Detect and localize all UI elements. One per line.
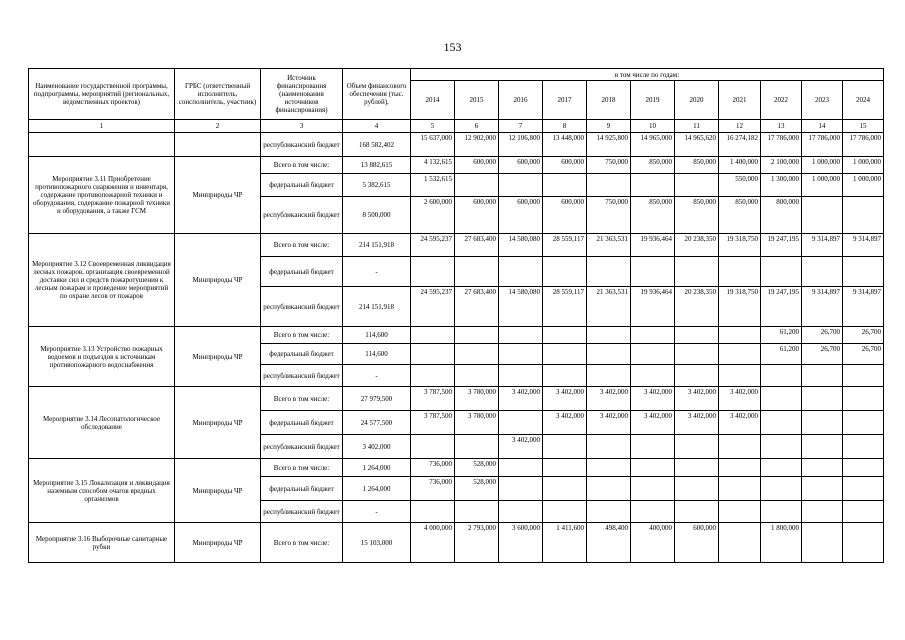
- year-value: [543, 365, 587, 387]
- year-value: 17 786,000: [761, 133, 802, 157]
- year-value: [843, 435, 884, 459]
- year-value: 27 683,400: [455, 287, 499, 327]
- year-value: [843, 459, 884, 477]
- volume-cell: 114,600: [343, 344, 411, 365]
- year-value: [587, 174, 631, 197]
- year-value: [802, 459, 843, 477]
- year-value: [802, 411, 843, 435]
- year-value: 26,700: [802, 344, 843, 365]
- volume-cell: 1 264,000: [343, 459, 411, 477]
- year-value: 750,000: [587, 197, 631, 234]
- year-value: 850,000: [675, 157, 719, 174]
- year-value: [499, 174, 543, 197]
- header-volume: Объем финансового обеспечения (тыс. рублей),: [343, 69, 411, 120]
- column-number: 14: [802, 120, 843, 133]
- measure-title: Мероприятие 3.16 Выборочные санитарные рубки: [29, 523, 175, 563]
- column-number: 12: [719, 120, 761, 133]
- year-value: 14 965,000: [631, 133, 675, 157]
- year-value: 498,400: [587, 523, 631, 563]
- year-value: 750,000: [587, 157, 631, 174]
- year-value: [587, 459, 631, 477]
- column-number: 7: [499, 120, 543, 133]
- year-value: 3 402,000: [587, 387, 631, 411]
- year-value: 3 402,000: [543, 411, 587, 435]
- year-value: [411, 344, 455, 365]
- year-value: 61,200: [761, 344, 802, 365]
- year-value: [675, 365, 719, 387]
- year-value: 4 000,000: [411, 523, 455, 563]
- year-value: [543, 435, 587, 459]
- volume-cell: 8 500,000: [343, 197, 411, 234]
- source-cell: федеральный бюджет: [261, 477, 343, 501]
- year-value: 3 402,000: [675, 387, 719, 411]
- year-value: 19 318,750: [719, 234, 761, 257]
- year-value: 21 363,531: [587, 234, 631, 257]
- year-value: 3 787,500: [411, 387, 455, 411]
- year-value: [719, 501, 761, 523]
- year-value: 19 247,195: [761, 234, 802, 257]
- source-cell: Всего в том числе:: [261, 157, 343, 174]
- year-value: 16 274,182: [719, 133, 761, 157]
- measure-title: Мероприятие 3.12 Своевременная ликвидация лесных пожаров, организация своевременной доставки сил и средств пожаротушения к лесным пожарам и проведение мероприятий по охране лесов от пожаров: [29, 234, 175, 327]
- measure-title: Мероприятие 3.11 Приобретение противопожарного снаряжения и инвентаря, содержание противопожарной техники и оборудования, содержание пожарной техники и оборудования, а также ГСМ: [29, 157, 175, 234]
- year-value: 2 600,000: [411, 197, 455, 234]
- year-value: [631, 459, 675, 477]
- year-value: [631, 344, 675, 365]
- year-value: [843, 523, 884, 563]
- year-value: 14 965,620: [675, 133, 719, 157]
- measure-title: [29, 133, 175, 157]
- measure-title: Мероприятие 3.13 Устройство пожарных водоемов и подъездов к источникам противопожарного водоснабжения: [29, 327, 175, 387]
- page-number: 153: [443, 40, 462, 54]
- year-value: [802, 197, 843, 234]
- year-value: [499, 344, 543, 365]
- volume-cell: 5 382,615: [343, 174, 411, 197]
- year-value: [411, 257, 455, 287]
- table-row: [29, 133, 884, 157]
- year-value: 9 314,897: [802, 287, 843, 327]
- year-value: 14 580,080: [499, 234, 543, 257]
- year-value: [719, 459, 761, 477]
- column-number: 11: [675, 120, 719, 133]
- year-value: 17 786,000: [802, 133, 843, 157]
- year-value: 3 402,000: [675, 411, 719, 435]
- year-value: 600,000: [675, 523, 719, 563]
- column-number: 8: [543, 120, 587, 133]
- year-value: 850,000: [631, 197, 675, 234]
- year-value: [587, 257, 631, 287]
- year-value: [411, 327, 455, 344]
- measure-title: Мероприятие 3.15 Локализация и ликвидация наземным способом очагов вредных организмов: [29, 459, 175, 523]
- year-value: 20 238,350: [675, 234, 719, 257]
- year-value: [587, 435, 631, 459]
- year-value: [802, 523, 843, 563]
- year-value: 19 247,195: [761, 287, 802, 327]
- year-value: 4 132,615: [411, 157, 455, 174]
- year-header: 2024: [843, 81, 884, 120]
- volume-cell: 168 582,402: [343, 133, 411, 157]
- year-value: [455, 501, 499, 523]
- year-value: [543, 344, 587, 365]
- year-value: [761, 387, 802, 411]
- year-value: [455, 327, 499, 344]
- year-value: 600,000: [499, 157, 543, 174]
- column-number: 5: [411, 120, 455, 133]
- year-value: 27 683,400: [455, 234, 499, 257]
- year-value: [455, 174, 499, 197]
- year-value: 600,000: [543, 197, 587, 234]
- column-number: 9: [587, 120, 631, 133]
- year-value: 61,200: [761, 327, 802, 344]
- year-value: [499, 411, 543, 435]
- grbs-cell: [175, 133, 261, 157]
- year-value: [631, 477, 675, 501]
- year-value: 1 400,000: [719, 157, 761, 174]
- year-value: 1 000,000: [802, 157, 843, 174]
- year-value: 3 402,000: [543, 387, 587, 411]
- year-value: 24 595,237: [411, 234, 455, 257]
- year-value: 3 402,000: [499, 435, 543, 459]
- year-value: [587, 365, 631, 387]
- year-header: 2020: [675, 81, 719, 120]
- year-value: [675, 257, 719, 287]
- year-header: 2014: [411, 81, 455, 120]
- year-value: 3 402,000: [499, 387, 543, 411]
- year-value: [499, 477, 543, 501]
- year-value: 1 000,000: [843, 174, 884, 197]
- year-value: 19 936,464: [631, 287, 675, 327]
- year-value: 19 318,750: [719, 287, 761, 327]
- year-value: [499, 257, 543, 287]
- year-value: [843, 477, 884, 501]
- year-value: 9 314,897: [843, 287, 884, 327]
- year-value: [587, 501, 631, 523]
- year-value: [543, 501, 587, 523]
- header-grbs: ГРБС (ответственный исполнитель, соисполнитель, участник): [175, 69, 261, 120]
- year-value: 26,700: [802, 327, 843, 344]
- grbs-cell: Минприроды ЧР: [175, 234, 261, 327]
- year-value: [675, 477, 719, 501]
- grbs-cell: Минприроды ЧР: [175, 387, 261, 459]
- header-row: [29, 69, 884, 81]
- year-value: 800,000: [761, 197, 802, 234]
- year-value: [761, 365, 802, 387]
- year-value: 3 402,000: [631, 387, 675, 411]
- column-number-row: [29, 120, 884, 133]
- grbs-cell: Минприроды ЧР: [175, 327, 261, 387]
- year-value: 2 793,000: [455, 523, 499, 563]
- year-value: [543, 174, 587, 197]
- year-value: 600,000: [543, 157, 587, 174]
- volume-cell: 214 151,918: [343, 287, 411, 327]
- year-value: 1 000,000: [843, 157, 884, 174]
- year-value: [631, 501, 675, 523]
- year-value: 600,000: [455, 197, 499, 234]
- year-value: 14 580,080: [499, 287, 543, 327]
- year-header: 2015: [455, 81, 499, 120]
- column-number: 15: [843, 120, 884, 133]
- year-value: [631, 327, 675, 344]
- year-header: 2017: [543, 81, 587, 120]
- year-value: 3 787,500: [411, 411, 455, 435]
- year-value: [455, 257, 499, 287]
- year-value: 3 402,000: [631, 411, 675, 435]
- year-value: 21 363,531: [587, 287, 631, 327]
- year-header: 2018: [587, 81, 631, 120]
- volume-cell: 1 264,000: [343, 477, 411, 501]
- column-number: 13: [761, 120, 802, 133]
- year-value: 2 100,000: [761, 157, 802, 174]
- source-cell: Всего в том числе:: [261, 327, 343, 344]
- source-cell: федеральный бюджет: [261, 257, 343, 287]
- column-number: 6: [455, 120, 499, 133]
- year-value: 550,000: [719, 174, 761, 197]
- year-value: [802, 477, 843, 501]
- year-value: [543, 257, 587, 287]
- year-value: 1 000,000: [802, 174, 843, 197]
- year-value: [543, 459, 587, 477]
- year-value: [455, 435, 499, 459]
- year-value: [675, 174, 719, 197]
- year-value: [631, 435, 675, 459]
- header-name: Наименование государственной программы, подпрограммы, мероприятий (региональных, ведомственных проектов): [29, 69, 175, 120]
- year-value: [843, 257, 884, 287]
- year-value: 12 902,000: [455, 133, 499, 157]
- year-value: [802, 435, 843, 459]
- year-value: 600,000: [455, 157, 499, 174]
- year-value: [802, 257, 843, 287]
- year-value: [802, 387, 843, 411]
- year-value: [411, 435, 455, 459]
- year-value: [499, 501, 543, 523]
- volume-cell: 214 151,918: [343, 234, 411, 257]
- year-value: [675, 344, 719, 365]
- table-row: [29, 234, 884, 257]
- year-value: [499, 459, 543, 477]
- year-value: 600,000: [499, 197, 543, 234]
- year-value: [675, 327, 719, 344]
- year-value: 528,000: [455, 459, 499, 477]
- source-cell: федеральный бюджет: [261, 174, 343, 197]
- year-value: [719, 257, 761, 287]
- year-value: 3 780,000: [455, 387, 499, 411]
- year-value: [411, 365, 455, 387]
- year-value: [761, 435, 802, 459]
- year-value: [761, 501, 802, 523]
- year-value: [587, 327, 631, 344]
- grbs-cell: Минприроды ЧР: [175, 157, 261, 234]
- year-value: 850,000: [631, 157, 675, 174]
- measure-title: Мероприятие 3.14 Лесопатологическое обследование: [29, 387, 175, 459]
- source-cell: республиканский бюджет: [261, 501, 343, 523]
- year-value: 17 786,000: [843, 133, 884, 157]
- volume-cell: -: [343, 365, 411, 387]
- grbs-cell: Минприроды ЧР: [175, 459, 261, 523]
- year-value: 9 314,897: [802, 234, 843, 257]
- year-value: 400,000: [631, 523, 675, 563]
- year-value: [802, 501, 843, 523]
- column-number: 4: [343, 120, 411, 133]
- volume-cell: 27 979,500: [343, 387, 411, 411]
- year-value: [631, 257, 675, 287]
- year-value: 9 314,897: [843, 234, 884, 257]
- year-value: 26,700: [843, 344, 884, 365]
- year-value: 528,000: [455, 477, 499, 501]
- year-value: 850,000: [719, 197, 761, 234]
- year-value: 3 600,000: [499, 523, 543, 563]
- year-value: [802, 365, 843, 387]
- year-value: [843, 197, 884, 234]
- volume-cell: 24 577,500: [343, 411, 411, 435]
- year-value: 1 300,000: [761, 174, 802, 197]
- year-value: 850,000: [675, 197, 719, 234]
- table-row: [29, 327, 884, 344]
- year-value: 3 402,000: [719, 411, 761, 435]
- column-number: 3: [261, 120, 343, 133]
- year-value: [543, 327, 587, 344]
- volume-cell: -: [343, 257, 411, 287]
- year-value: [719, 523, 761, 563]
- year-value: [719, 327, 761, 344]
- volume-cell: -: [343, 501, 411, 523]
- year-value: [411, 501, 455, 523]
- budget-table: [28, 68, 884, 563]
- year-value: [675, 459, 719, 477]
- header-by-years: в том числе по годам:: [411, 69, 884, 81]
- year-value: [843, 411, 884, 435]
- year-header: 2019: [631, 81, 675, 120]
- year-value: [499, 365, 543, 387]
- source-cell: Всего в том числе:: [261, 523, 343, 563]
- column-number: 1: [29, 120, 175, 133]
- year-value: [719, 477, 761, 501]
- table-row: [29, 157, 884, 174]
- volume-cell: 13 882,615: [343, 157, 411, 174]
- year-value: [587, 477, 631, 501]
- year-value: 28 559,117: [543, 234, 587, 257]
- year-value: 1 411,600: [543, 523, 587, 563]
- year-value: 28 559,117: [543, 287, 587, 327]
- year-value: [761, 411, 802, 435]
- year-value: [761, 477, 802, 501]
- year-value: [587, 344, 631, 365]
- year-value: 24 595,237: [411, 287, 455, 327]
- year-value: [843, 365, 884, 387]
- year-value: [675, 435, 719, 459]
- year-header: 2021: [719, 81, 761, 120]
- year-value: 26,700: [843, 327, 884, 344]
- year-header: 2022: [761, 81, 802, 120]
- year-value: 3 780,000: [455, 411, 499, 435]
- year-value: [675, 501, 719, 523]
- year-value: [631, 365, 675, 387]
- source-cell: республиканский бюджет: [261, 365, 343, 387]
- header-source: Источник финансирования (наименования источников финансирования): [261, 69, 343, 120]
- source-cell: Всего в том числе:: [261, 234, 343, 257]
- year-value: [543, 477, 587, 501]
- volume-cell: 15 103,000: [343, 523, 411, 563]
- table-row: [29, 459, 884, 477]
- year-header: 2016: [499, 81, 543, 120]
- year-value: 15 637,000: [411, 133, 455, 157]
- table-row: [29, 387, 884, 411]
- source-cell: Всего в том числе:: [261, 387, 343, 411]
- source-cell: республиканский бюджет: [261, 435, 343, 459]
- year-value: [719, 344, 761, 365]
- year-value: 3 402,000: [719, 387, 761, 411]
- year-value: 1 532,615: [411, 174, 455, 197]
- source-cell: республиканский бюджет: [261, 287, 343, 327]
- volume-cell: 114,600: [343, 327, 411, 344]
- year-value: 13 448,000: [543, 133, 587, 157]
- year-value: [761, 257, 802, 287]
- year-value: [843, 501, 884, 523]
- table-row: [29, 523, 884, 563]
- year-value: 1 800,000: [761, 523, 802, 563]
- source-cell: федеральный бюджет: [261, 344, 343, 365]
- year-value: [719, 365, 761, 387]
- volume-cell: 3 402,000: [343, 435, 411, 459]
- source-cell: республиканский бюджет: [261, 197, 343, 234]
- year-value: 19 936,464: [631, 234, 675, 257]
- year-value: 3 402,000: [587, 411, 631, 435]
- source-cell: федеральный бюджет: [261, 411, 343, 435]
- grbs-cell: Минприроды ЧР: [175, 523, 261, 563]
- year-value: 736,000: [411, 477, 455, 501]
- year-value: [843, 387, 884, 411]
- year-value: 736,000: [411, 459, 455, 477]
- year-value: [499, 327, 543, 344]
- year-value: [455, 365, 499, 387]
- source-cell: Всего в том числе:: [261, 459, 343, 477]
- year-value: [761, 459, 802, 477]
- year-value: [631, 174, 675, 197]
- year-value: [719, 435, 761, 459]
- source-cell: республиканский бюджет: [261, 133, 343, 157]
- year-value: 20 238,350: [675, 287, 719, 327]
- column-number: 10: [631, 120, 675, 133]
- column-number: 2: [175, 120, 261, 133]
- year-value: 12 106,800: [499, 133, 543, 157]
- year-value: 14 925,800: [587, 133, 631, 157]
- year-value: [455, 344, 499, 365]
- year-header: 2023: [802, 81, 843, 120]
